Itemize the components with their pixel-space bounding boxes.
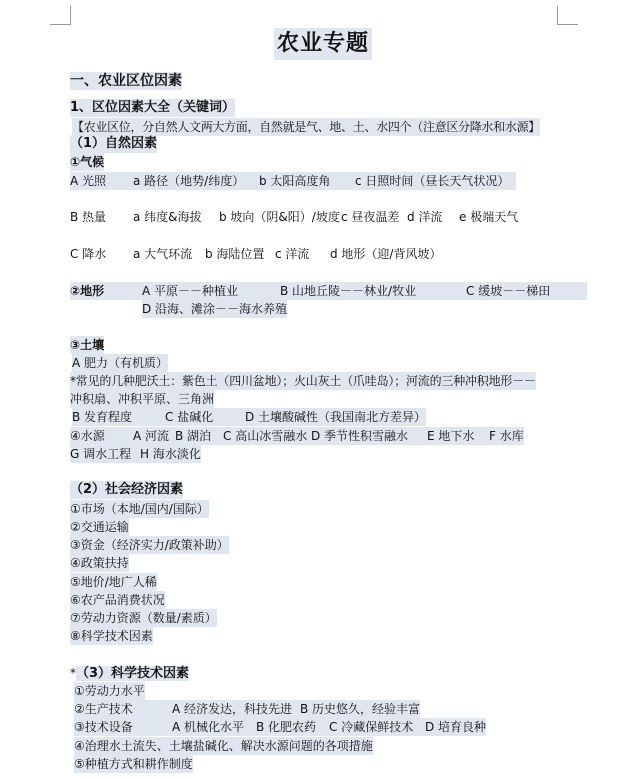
soil-fertility: A 肥力（有机质） <box>72 356 169 370</box>
tech-item-1: ①劳动力水平 <box>74 684 145 698</box>
tech-item-4: ④治理水土流失、土壤盐碱化、解决水源问题的各项措施 <box>74 739 373 753</box>
intro-note: 【农业区位，分自然人文两大方面，自然就是气、地、土、水四个（注意区分降水和水源】 <box>72 120 541 134</box>
water-row-1: ④水源 A 河流 B 湖泊 C 高山冰雪融水 D 季节性积雪融水 E 地下水 F 水库 <box>70 429 524 443</box>
tech-item-3: ③技术设备 A 机械化水平 B 化肥农药 C 冷藏保鲜技术 D 培育良种 <box>74 720 487 734</box>
climate-rain-row: C 降水 a 大气环流 b 海陆位置 c 洋流 d 地形（迎/背风坡） <box>70 247 442 261</box>
social-factors-heading: （2）社会经济因素 <box>70 482 184 497</box>
soil-label: ③土壤 <box>70 338 105 352</box>
tech-item-5: ⑤种植方式和耕作制度 <box>74 757 193 771</box>
crop-mark-top-left <box>50 6 71 25</box>
list-item: ⑤地价/地广人稀 <box>70 575 157 589</box>
list-item: ⑧科学技术因素 <box>70 629 153 643</box>
terrain-coast: D 沿海、滩涂－－海水养殖 <box>142 302 288 316</box>
list-item: ④政策扶持 <box>70 556 129 570</box>
natural-factors-heading: （1）自然因素 <box>70 136 158 151</box>
section-heading: 一、农业区位因素 <box>70 73 182 89</box>
subsection-heading: 1、区位因素大全（关键词） <box>70 100 236 115</box>
list-item: ①市场（本地/国内/国际） <box>70 502 209 516</box>
climate-heat-row: B 热量 a 纬度&海拔 b 坡向（阴&阳）/坡度c 昼夜温差 d 洋流 e 极端天气 <box>70 210 519 224</box>
list-item: ②交通运输 <box>70 520 129 534</box>
water-row-2: G 调水工程 H 海水淡化 <box>70 447 201 461</box>
tech-star: * <box>70 666 76 680</box>
soil-note-line1: *常见的几种肥沃土：紫色土（四川盆地）；火山灰土（爪哇岛）；河流的三种冲积地形－－ <box>70 374 536 388</box>
tech-item-2: ②生产技术 A 经济发达，科技先进 B 历史悠久，经验丰富 <box>74 702 421 716</box>
climate-label: ①气候 <box>70 155 105 169</box>
tech-factors-heading: *（3）科学技术因素 <box>70 666 190 681</box>
soil-note-line2: 冲积扇、冲积平原、三角洲 <box>70 392 215 406</box>
soil-other-row: B 发育程度 C 盐碱化 D 土壤酸碱性（我国南北方差异） <box>72 410 427 424</box>
list-item: ⑥农产品消费状况 <box>70 593 165 607</box>
document-title: 农业专题 <box>274 28 372 60</box>
terrain-row: ②地形 A 平原－－种植业 B 山地丘陵－－林业/牧业 C 缓坡－－梯田 <box>70 282 587 300</box>
climate-light-row: A 光照 a 路径（地势/纬度） b 太阳高度角 c 日照时间（昼长天气状况） <box>70 172 516 190</box>
list-item: ③资金（经济实力/政策补助） <box>70 538 229 552</box>
list-item: ⑦劳动力资源（数量/素质） <box>70 611 217 625</box>
crop-mark-top-right <box>557 6 578 25</box>
